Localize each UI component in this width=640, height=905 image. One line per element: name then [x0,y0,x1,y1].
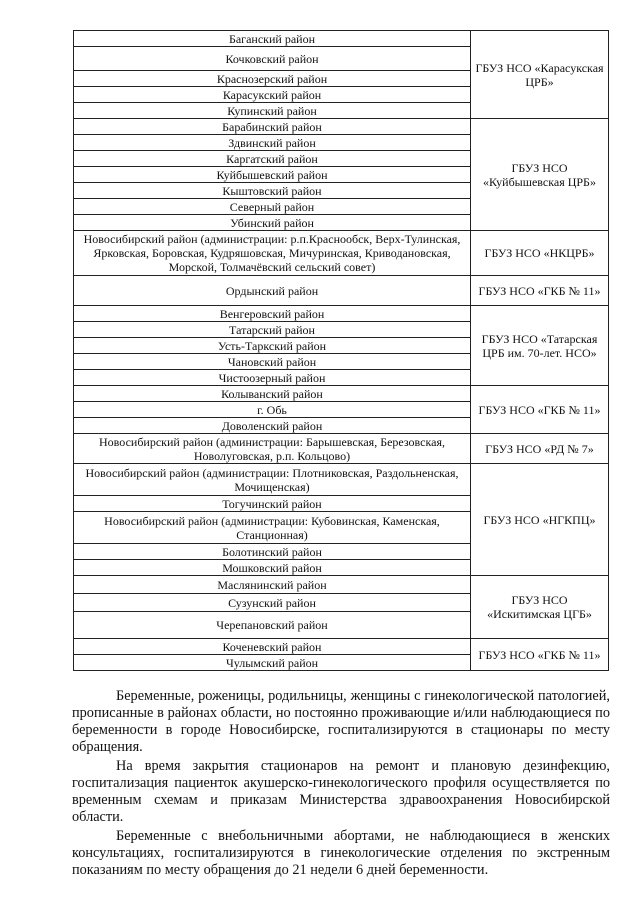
district-cell: Татарский район [74,322,471,338]
table-row [74,276,609,306]
district-cell: Ордынский район [74,276,471,306]
district-cell: Новосибирский район (администрации: р.п.Краснообск, Верх-Тулинская, Ярковская, Боровская, Кудряшовская, Мичуринская, Криводановская, Морской, Толмачёвский сельский совет) [74,231,471,276]
district-cell: Мошковский район [74,560,471,576]
hospital-cell: ГБУЗ НСО «Искитимская ЦГБ» [471,576,609,639]
hospital-cell: ГБУЗ НСО «ГКБ № 11» [471,386,609,434]
district-cell: г. Обь [74,402,471,418]
district-hospital-table [73,30,609,671]
district-cell: Куйбышевский район [74,167,471,183]
district-cell: Усть-Таркский район [74,338,471,354]
table-row [74,434,609,464]
district-cell: Сузунский район [74,594,471,612]
table-row [74,231,609,276]
district-cell: Северный район [74,199,471,215]
district-cell: Новосибирский район (администрации: Плотниковская, Раздольненская, Мочищенская) [74,464,471,496]
district-cell: Карасукский район [74,87,471,103]
paragraph-residence-rule: Беременные, роженицы, родильницы, женщины с гинекологической патологией, прописанные в районах области, но постоянно проживающие и/или наблюдающиеся по беременности в городе Новосибирске, госпитализируются в стационары по месту обращения. [72,688,610,755]
district-cell: Кочковский район [74,47,471,71]
hospital-cell: ГБУЗ НСО «Карасукская ЦРБ» [471,31,609,119]
district-cell: Новосибирский район (администрации: Барышевская, Березовская, Новолуговская, р.п. Кольцово) [74,434,471,464]
hospital-cell: ГБУЗ НСО «РД № 7» [471,434,609,464]
paragraph-closure-rule: На время закрытия стационаров на ремонт и плановую дезинфекцию, госпитализация пациенток акушерско-гинекологического профиля осуществляется по временным схемам и приказам Министерства здравоохранения Новосибирской области. [72,758,610,825]
district-cell: Здвинский район [74,135,471,151]
table-row [74,576,609,594]
table-body [74,31,609,671]
hospital-cell: ГБУЗ НСО «Куйбышевская ЦРБ» [471,119,609,231]
hospital-cell: ГБУЗ НСО «НГКПЦ» [471,464,609,576]
district-cell: Купинский район [74,103,471,119]
district-cell: Краснозерский район [74,71,471,87]
paragraph-abortion-rule: Беременные с внебольничными абортами, не наблюдающиеся в женских консультациях, госпитализируются в гинекологические отделения по экстренным показаниям по месту обращения до 21 недели 6 дней беременности. [72,828,610,878]
district-cell: Каргатский район [74,151,471,167]
district-cell: Чановский район [74,354,471,370]
district-cell: Маслянинский район [74,576,471,594]
district-cell: Черепановский район [74,612,471,639]
hospital-cell: ГБУЗ НСО «НКЦРБ» [471,231,609,276]
district-cell: Чулымский район [74,655,471,671]
table-row [74,119,609,135]
district-cell: Тогучинский район [74,496,471,512]
table-row [74,386,609,402]
table-row [74,306,609,322]
table-row [74,639,609,655]
hospital-cell: ГБУЗ НСО «ГКБ № 11» [471,639,609,671]
district-cell: Венгеровский район [74,306,471,322]
district-cell: Коченевский район [74,639,471,655]
district-cell: Новосибирский район (администрации: Кубовинская, Каменская, Станционная) [74,512,471,544]
district-cell: Доволенский район [74,418,471,434]
district-cell: Барабинский район [74,119,471,135]
district-cell: Болотинский район [74,544,471,560]
table-row [74,464,609,496]
district-cell: Баганский район [74,31,471,47]
district-cell: Кыштовский район [74,183,471,199]
table-row [74,31,609,47]
district-cell: Колыванский район [74,386,471,402]
hospital-cell: ГБУЗ НСО «ГКБ № 11» [471,276,609,306]
district-cell: Чистоозерный район [74,370,471,386]
district-cell: Убинский район [74,215,471,231]
hospital-cell: ГБУЗ НСО «Татарская ЦРБ им. 70-лет. НСО» [471,306,609,386]
